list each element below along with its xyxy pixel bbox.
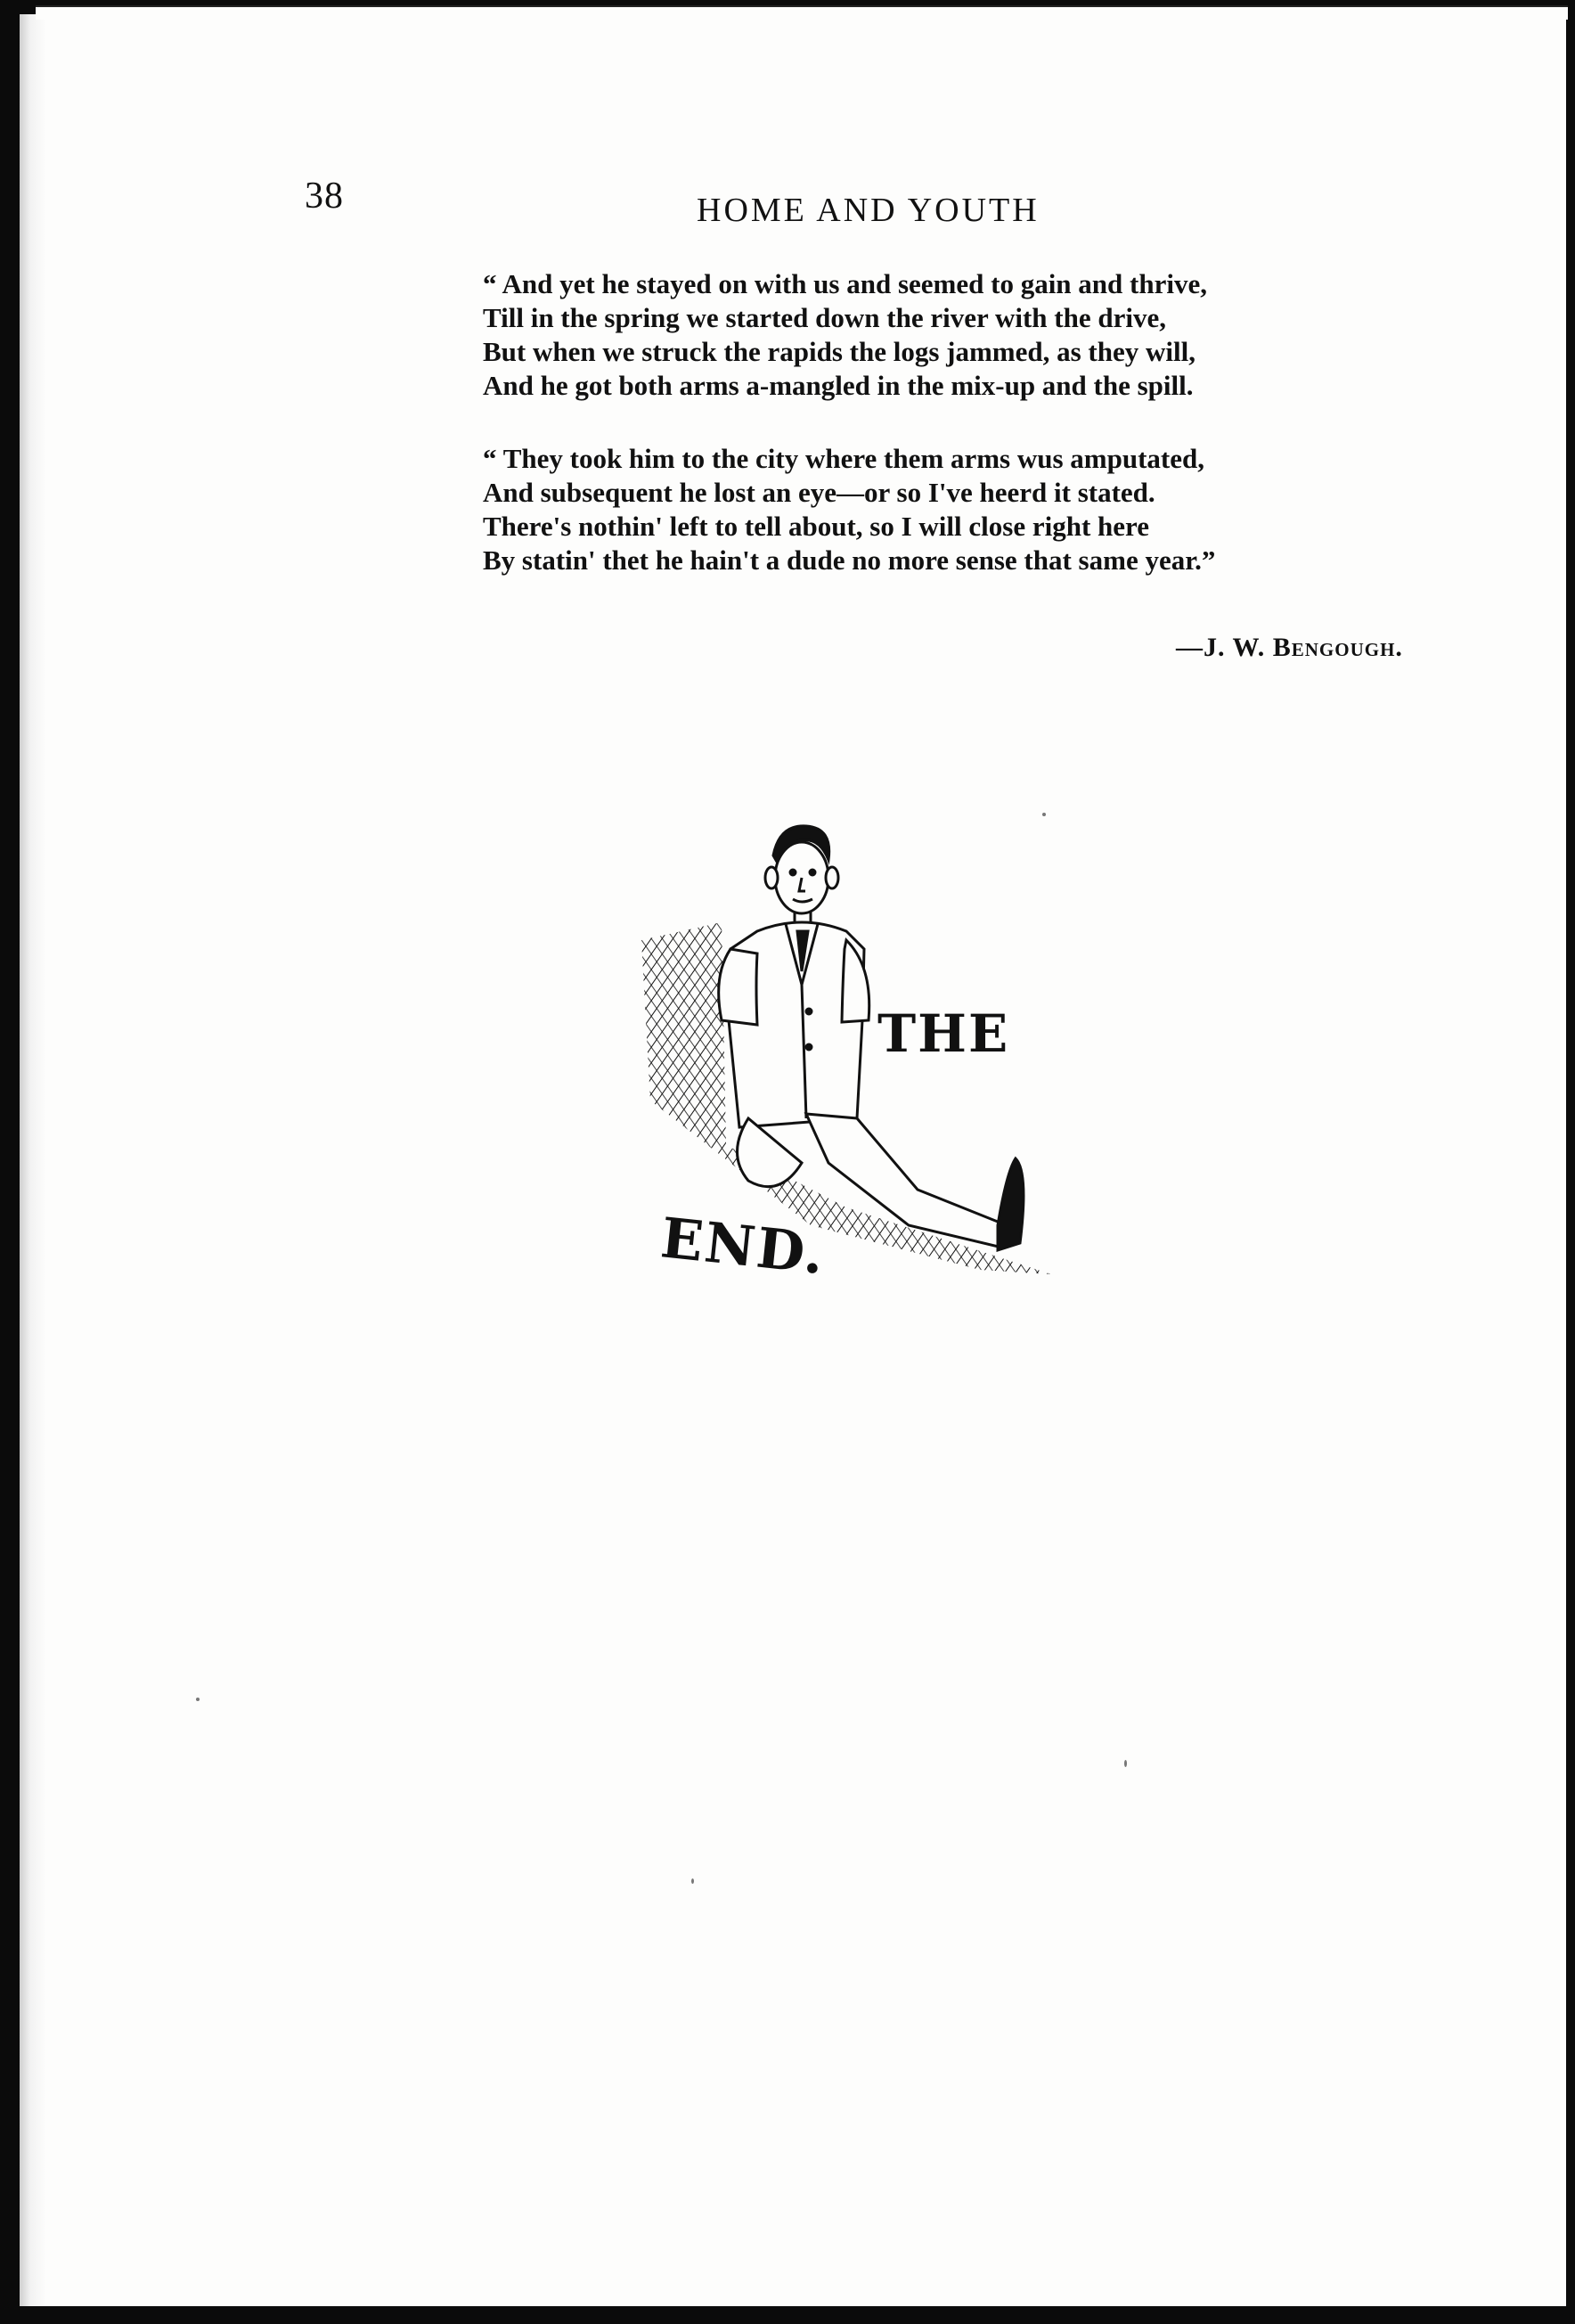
poem-line: “ They took him to the city where them arms wus amputated, — [483, 443, 1204, 474]
scan-speck — [691, 1878, 694, 1884]
armless-man-sitting-illustration — [624, 806, 1069, 1288]
poem-line: And he got both arms a-mangled in the mix-up and the spill. — [483, 370, 1194, 401]
poem-stanza-2 — [483, 442, 1374, 577]
running-head: HOME AND YOUTH — [697, 192, 1040, 229]
scan-speck — [196, 1698, 200, 1701]
man-jacket — [719, 922, 869, 1127]
poem-stanza-1 — [483, 267, 1374, 403]
poem-line: Till in the spring we started down the river with the drive, — [483, 302, 1166, 333]
scan-speck — [1124, 1760, 1127, 1767]
attribution-author: Bengough. — [1272, 633, 1403, 662]
caption-the: THE — [877, 1003, 1010, 1064]
poem-line: By statin' thet he hain't a dude no more sense that same year.” — [483, 544, 1216, 576]
page-number: 38 — [305, 176, 344, 217]
poem-line: There's nothin' left to tell about, so I will close right here — [483, 511, 1149, 542]
man-head — [765, 826, 838, 924]
page-edge — [20, 14, 46, 2306]
poem-line: “ And yet he stayed on with us and seemed to gain and thrive, — [483, 268, 1207, 299]
poem-line: But when we struck the rapids the logs jammed, as they will, — [483, 336, 1196, 367]
attribution-prefix: —J. W. — [1176, 633, 1273, 662]
poem-attribution — [1176, 633, 1403, 663]
poem-line: And subsequent he lost an eye—or so I've heerd it stated. — [483, 477, 1155, 508]
scan-speck — [1042, 813, 1046, 816]
caption-end: END. — [657, 1205, 829, 1288]
page-top-edge — [36, 5, 1568, 20]
